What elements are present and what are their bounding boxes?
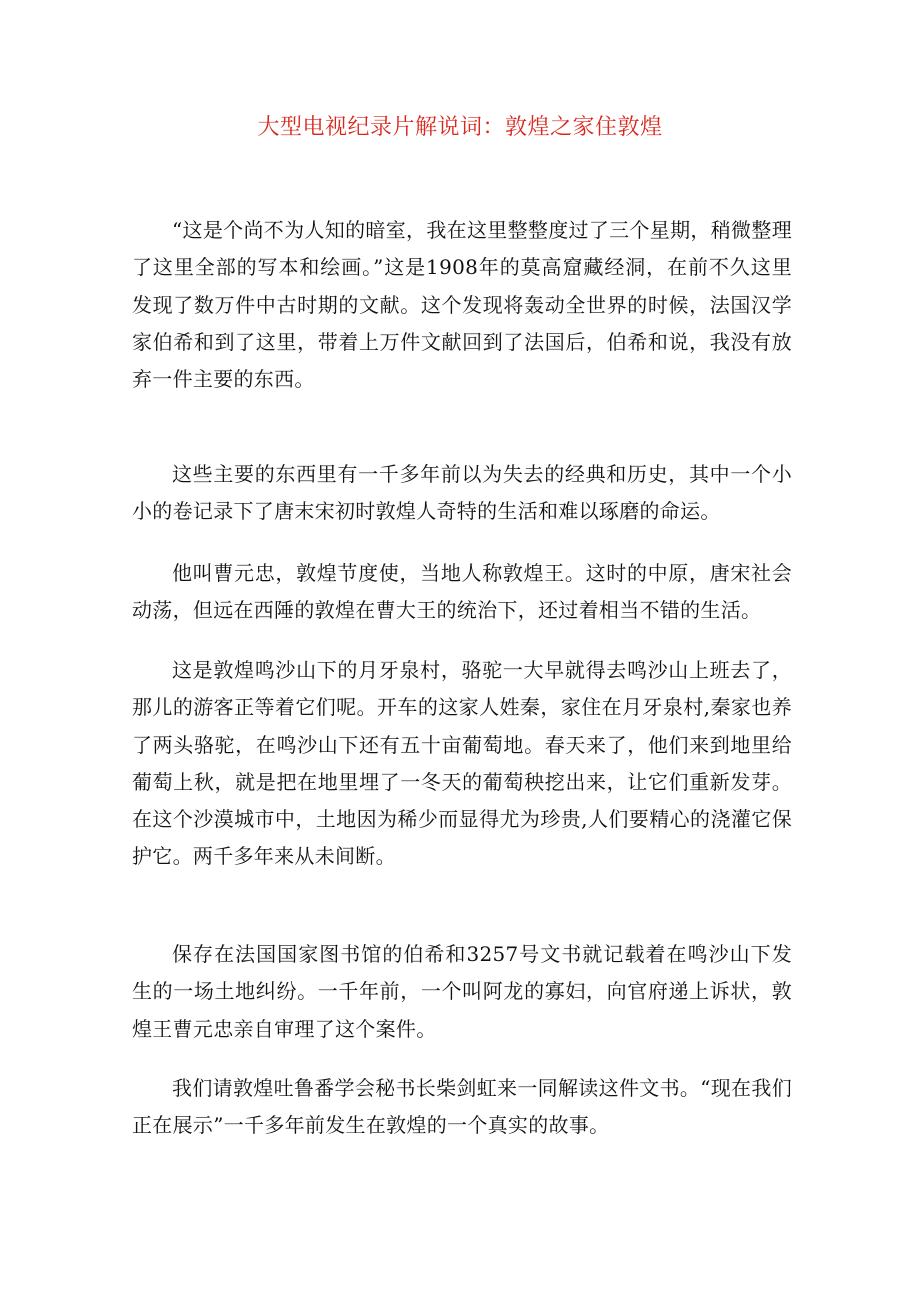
paragraph-2: 这些主要的东西里有一千多年前以为失去的经典和历史，其中一个小小的卷记录下了唐末宋初时敦煌人奇特的生活和难以琢磨的命运。 <box>132 462 792 524</box>
document-title: 大型电视纪录片解说词：敦煌之家住敦煌 <box>257 115 663 140</box>
paragraph-6: 我们请敦煌吐鲁番学会秘书长柴剑虹来一同解读这件文书。“现在我们正在展示”一千多年前发生在敦煌的一个真实的故事。 <box>132 1076 792 1138</box>
paragraph-4: 这是敦煌鸣沙山下的月牙泉村，骆驼一大早就得去鸣沙山上班去了，那儿的游客正等着它们呢。开车的这家人姓秦，家住在月牙泉村,秦家也养了两头骆驼，在鸣沙山下还有五十亩葡萄地。春天来了，他们来到地里给葡萄上秋，就是把在地里埋了一冬天的葡萄秧挖出来，让它们重新发芽。在这个沙漠城市中，土地因为稀少而显得尤为珍贵,人们要精心的浇灌它保护它。两千多年来从未间断。 <box>132 658 792 869</box>
paragraph-5: 保存在法国国家图书馆的伯希和3257号文书就记载着在鸣沙山下发生的一场土地纠纷。一千年前，一个叫阿龙的寡妇，向官府递上诉状，敦煌王曹元忠亲自审理了这个案件。 <box>132 942 792 1041</box>
paragraph-1: “这是个尚不为人知的暗室，我在这里整整度过了三个星期，稍微整理了这里全部的写本和绘画。”这是1908年的莫高窟藏经洞，在前不久这里发现了数万件中古时期的文献。这个发现将轰动全世界的时候，法国汉学家伯希和到了这里，带着上万件文献回到了法国后，伯希和说，我没有放弃一件主要的东西。 <box>132 218 792 392</box>
paragraph-3: 他叫曹元忠，敦煌节度使，当地人称敦煌王。这时的中原，唐宋社会动荡，但远在西陲的敦煌在曹大王的统治下，还过着相当不错的生活。 <box>132 561 792 623</box>
